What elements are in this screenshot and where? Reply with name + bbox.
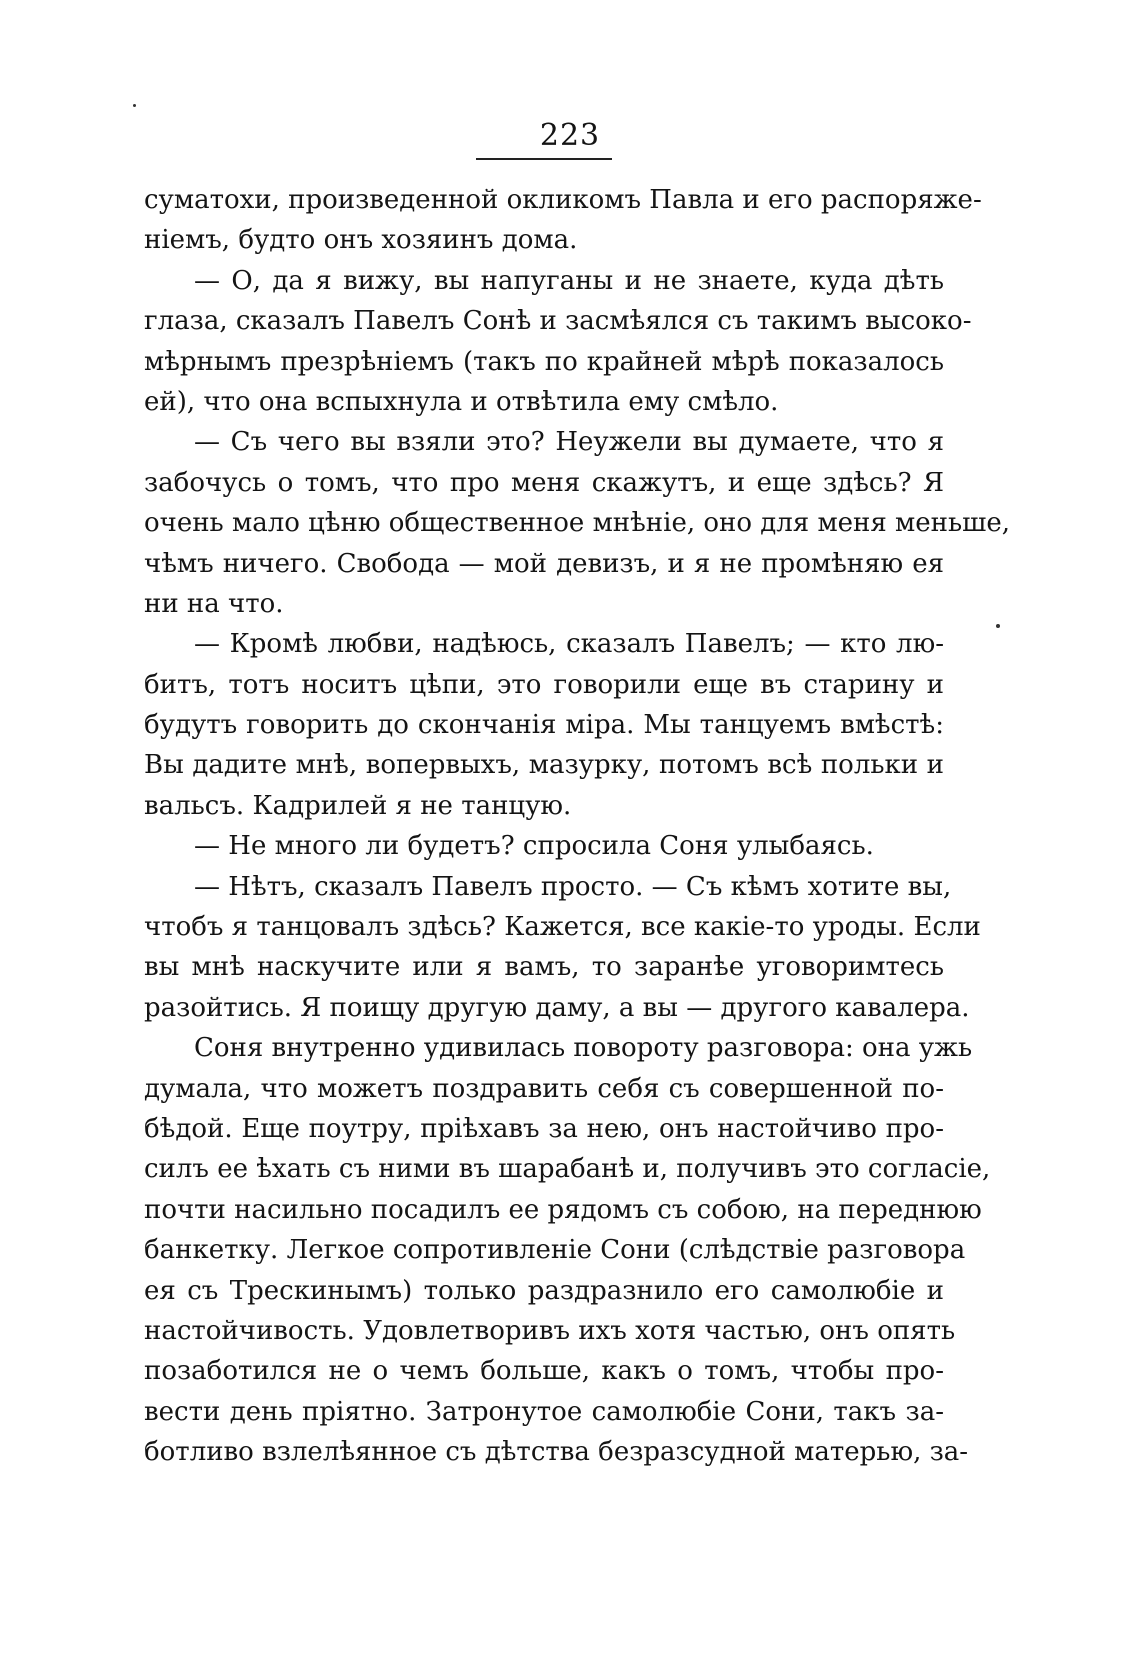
print-speck [133, 104, 136, 107]
text-line: вальсъ. Кадрилей я не танцую. [144, 790, 572, 821]
text-line: бѣдой. Еще поутру, пріѣхавъ за нею, онъ настойчиво про- [144, 1113, 944, 1144]
text-line: вести день пріятно. Затронутое самолюбіе Сони, такъ за- [144, 1396, 944, 1427]
text-line: — Кромѣ любви, надѣюсь, сказалъ Павелъ; — кто лю- [194, 629, 944, 660]
text-line: мѣрнымъ презрѣніемъ (такъ по крайней мѣрѣ показалось [144, 346, 944, 377]
text-line: глаза, сказалъ Павелъ Сонѣ и засмѣялся съ такимъ высоко- [144, 306, 972, 337]
text-line: — Нѣтъ, сказалъ Павелъ просто. — Съ кѣмъ хотите вы, [194, 871, 952, 902]
text-line: ей), что она вспыхнула и отвѣтила ему смѣло. [144, 386, 779, 417]
text-line: настойчивость. Удовлетворивъ ихъ хотя частью, онъ опять [144, 1315, 956, 1346]
text-line: ея съ Трескинымъ) только раздразнило его самолюбіе и [144, 1275, 944, 1306]
text-line: будутъ говорить до скончанія міра. Мы танцуемъ вмѣстѣ: [144, 710, 944, 741]
text-line: вы мнѣ наскучите или я вамъ, то заранѣе уговоримтесь [144, 952, 944, 983]
print-speck [996, 624, 1000, 628]
text-line: банкетку. Легкое сопротивленіе Сони (слѣдствіе разговора [144, 1235, 966, 1266]
text-line: думала, что можетъ поздравить себя съ совершенной по- [144, 1073, 944, 1104]
text-line: битъ, тотъ носитъ цѣпи, это говорили еще въ старину и [144, 669, 944, 700]
page-number: 223 [539, 118, 601, 153]
text-line: разойтись. Я поищу другую даму, а вы — другого кавалера. [144, 992, 970, 1023]
text-line: — Съ чего вы взяли это? Неужели вы думаете, что я [194, 427, 944, 458]
text-line: — О, да я вижу, вы напуганы и не знаете, куда дѣть [194, 265, 944, 296]
text-line: ботливо взлелѣянное съ дѣтства безразсудной матерью, за- [144, 1437, 969, 1468]
text-line: Соня внутренно удивилась повороту разговора: она ужь [194, 1033, 973, 1064]
page-number-rule [476, 158, 612, 160]
text-line: Вы дадите мнѣ, вопервыхъ, мазурку, потомъ всѣ польки и [144, 750, 944, 781]
text-line: чтобъ я танцовалъ здѣсь? Кажется, все какіе-то уроды. Если [144, 912, 981, 943]
text-line: ніемъ, будто онъ хозяинъ дома. [144, 225, 578, 256]
body-text [144, 180, 1010, 1473]
text-line: очень мало цѣню общественное мнѣніе, оно для меня меньше, [144, 508, 1010, 539]
text-line: силъ ее ѣхать съ ними въ шарабанѣ и, получивъ это согласіе, [144, 1154, 991, 1185]
text-line: суматохи, произведенной окликомъ Павла и его распоряже- [144, 185, 982, 215]
text-line: забочусь о томъ, что про меня скажутъ, и еще здѣсь? Я [144, 467, 944, 498]
text-line: чѣмъ ничего. Свобода — мой девизъ, и я не промѣняю ея [144, 548, 944, 579]
text-line: — Не много ли будетъ? спросила Соня улыбаясь. [194, 831, 874, 862]
text-line: почти насильно посадилъ ее рядомъ съ собою, на переднюю [144, 1194, 982, 1225]
text-line: позаботился не о чемъ больше, какъ о томъ, чтобы про- [144, 1356, 944, 1387]
text-line: ни на что. [144, 588, 284, 619]
